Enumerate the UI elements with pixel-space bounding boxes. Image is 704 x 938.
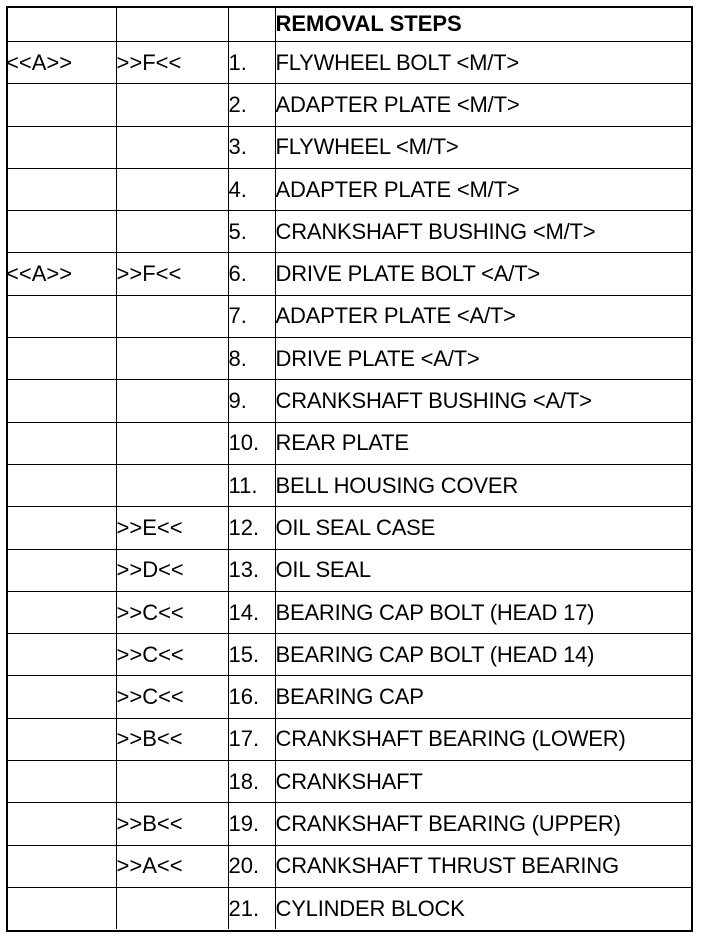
step-number: 12. — [228, 507, 275, 549]
step-number: 21. — [228, 887, 275, 929]
reference-mark-a: <<A>> — [6, 42, 116, 84]
step-number: 5. — [228, 211, 275, 253]
step-number: 11. — [228, 464, 275, 506]
step-description: ADAPTER PLATE <M/T> — [275, 84, 693, 126]
table-frame — [6, 6, 693, 932]
step-number: 8. — [228, 338, 275, 380]
step-number: 14. — [228, 591, 275, 633]
step-number: 3. — [228, 126, 275, 168]
step-description: DRIVE PLATE BOLT <A/T> — [275, 253, 693, 295]
step-description: CRANKSHAFT THRUST BEARING — [275, 845, 693, 887]
reference-mark-b: >>F<< — [116, 42, 228, 84]
reference-mark-b: >>B<< — [116, 718, 228, 760]
step-number: 20. — [228, 845, 275, 887]
step-description: CYLINDER BLOCK — [275, 895, 465, 921]
step-description: ADAPTER PLATE <A/T> — [275, 295, 693, 337]
reference-mark-a: <<A>> — [6, 253, 116, 295]
step-number: 6. — [228, 253, 275, 295]
step-number: 10. — [228, 422, 275, 464]
step-number: 13. — [228, 549, 275, 591]
step-description: FLYWHEEL BOLT <M/T> — [275, 42, 693, 84]
step-number: 9. — [228, 380, 275, 422]
step-number: 15. — [228, 634, 275, 676]
step-description: BELL HOUSING COVER — [275, 464, 693, 506]
step-number: 1. — [228, 42, 275, 84]
step-number: 7. — [228, 295, 275, 337]
step-description: CRANKSHAFT BUSHING <M/T> — [275, 211, 693, 253]
step-number: 4. — [228, 168, 275, 210]
step-description: CRANKSHAFT BEARING (UPPER) — [275, 803, 693, 845]
step-description: FLYWHEEL <M/T> — [275, 126, 693, 168]
step-number: 2. — [228, 84, 275, 126]
step-number: 16. — [228, 676, 275, 718]
reference-mark-b: >>C<< — [116, 634, 228, 676]
reference-mark-b: >>C<< — [116, 591, 228, 633]
step-description: DRIVE PLATE <A/T> — [275, 338, 693, 380]
step-description: BEARING CAP — [275, 676, 693, 718]
reference-mark-b: >>A<< — [116, 845, 228, 887]
removal-steps-heading: REMOVAL STEPS — [275, 6, 693, 42]
step-description: OIL SEAL — [275, 549, 693, 591]
step-description: OIL SEAL CASE — [275, 507, 693, 549]
step-number: 18. — [228, 761, 275, 803]
step-description: BEARING CAP BOLT (HEAD 17) — [275, 591, 693, 633]
step-description: CRANKSHAFT BEARING (LOWER) — [275, 718, 693, 760]
step-description: CRANKSHAFT — [275, 761, 693, 803]
step-description: REAR PLATE — [275, 422, 693, 464]
step-description: ADAPTER PLATE <M/T> — [275, 168, 693, 210]
reference-mark-b: >>C<< — [116, 676, 228, 718]
step-description: CRANKSHAFT BUSHING <A/T> — [275, 380, 693, 422]
step-number: 19. — [228, 803, 275, 845]
reference-mark-b: >>D<< — [116, 549, 228, 591]
step-number: 17. — [228, 718, 275, 760]
step-description: BEARING CAP BOLT (HEAD 14) — [275, 634, 693, 676]
reference-mark-b: >>B<< — [116, 803, 228, 845]
reference-mark-b: >>E<< — [116, 507, 228, 549]
reference-mark-b: >>F<< — [116, 253, 228, 295]
